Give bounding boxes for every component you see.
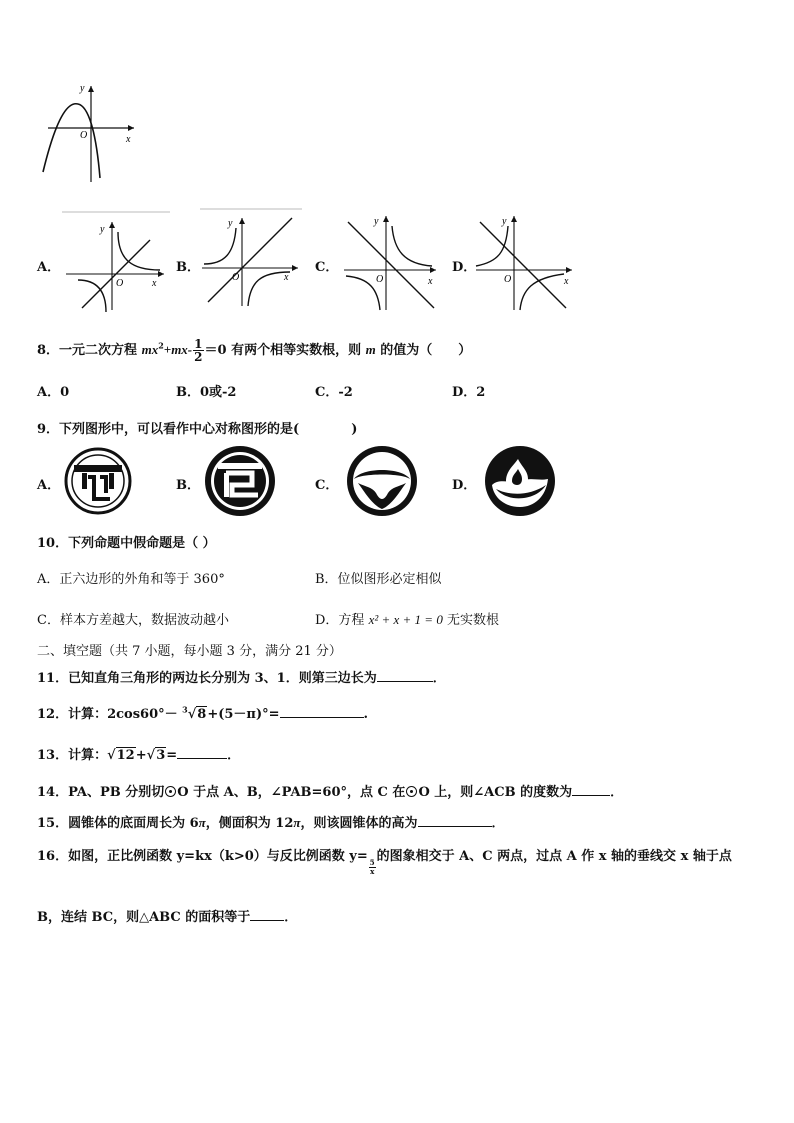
q11: 11．已知直角三角形的两边长分别为 3、1．则第三边长为 ． <box>37 671 446 686</box>
q14: 14．PA、PB 分别切 O 于点 A、B，∠PAB=60°，点 C 在 O 上，则∠ACB 的度数为 ． <box>37 785 624 800</box>
q10-option-d: D．方程 x² + x + 1 = 0 无实数根 <box>315 612 499 628</box>
q9-option-d-label: D． <box>452 478 477 493</box>
q9-option-b-label: B． <box>176 478 200 493</box>
q8-option-c: C．-2 <box>315 385 353 400</box>
q15-answer-blank[interactable] <box>418 814 492 827</box>
origin-label: O <box>80 130 88 141</box>
svg-text:O: O <box>376 274 384 285</box>
q9-logo-d <box>484 445 556 517</box>
svg-text:x: x <box>152 278 157 289</box>
q9-stem: 9．下列图形中，可以看作中心对称图形的是( ) <box>37 422 358 437</box>
svg-text:O: O <box>116 278 124 289</box>
q9-logo-c <box>346 445 418 517</box>
q10-option-c: C．样本方差越大，数据波动越小 <box>37 613 229 628</box>
q14-answer-blank[interactable] <box>572 783 610 796</box>
q7-graph-b <box>198 206 304 310</box>
q8-stem: 8．一元二次方程 $mx^2+mx-$ $\frac{1}{2}$ ＝0 有两个相等实数根，则 m 的值为（ ） <box>37 337 472 364</box>
circle-dot-icon <box>165 786 176 797</box>
q9-logo-b <box>204 445 276 517</box>
svg-text:x: x <box>428 276 433 287</box>
q9-option-c-label: C． <box>315 478 339 493</box>
q12: 12．计算：2cos60°－ $^3$√8+(5－π)°= . <box>37 704 369 722</box>
q13: 13．计算：√12+√3= ． <box>37 748 241 763</box>
q9-logo-a <box>64 447 132 515</box>
q15: 15．圆锥体的底面周长为 6π，侧面积为 12π，则该圆锥体的高为 ． <box>37 815 505 831</box>
q10-option-b: B．位似图形必定相似 <box>315 572 442 587</box>
q12-answer-blank[interactable] <box>280 705 364 718</box>
svg-text:y: y <box>502 216 507 227</box>
section-2-heading: 二、填空题（共 7 小题，每小题 3 分，满分 21 分） <box>37 644 342 659</box>
q13-answer-blank[interactable] <box>177 746 227 759</box>
q11-answer-blank[interactable] <box>377 669 433 682</box>
q7-graph-a <box>60 210 172 314</box>
q16-line-1: 16．如图，正比例函数 y=kx（k>0）与反比例函数 y= $\frac{5}{x}$ 的图象相交于 A、C 两点，过点 A 作 x 轴的垂线交 x 轴于点 <box>37 849 732 876</box>
q7-graph-d <box>472 212 576 312</box>
svg-text:O: O <box>232 272 240 283</box>
q10-option-a: A．正六边形的外角和等于 360° <box>37 572 225 587</box>
q7-option-a-label: A． <box>37 260 61 275</box>
q8-option-d: D．2 <box>452 385 486 400</box>
svg-text:x: x <box>564 276 569 287</box>
q8-fraction: $\frac{1}{2}$ <box>194 337 203 364</box>
svg-text:O: O <box>504 274 512 285</box>
svg-text:x: x <box>284 272 289 283</box>
q16-line-2: B，连结 BC，则△ABC 的面积等于 ． <box>37 910 298 925</box>
parabola-graph <box>40 80 140 185</box>
q8-option-b: B．0或-2 <box>176 385 237 400</box>
q7-option-c-label: C． <box>315 260 339 275</box>
q9-option-a-label: A． <box>37 478 61 493</box>
q7-option-b-label: B． <box>176 260 200 275</box>
q10-stem: 10．下列命题中假命题是（ ） <box>37 536 216 551</box>
q16-answer-blank[interactable] <box>250 908 284 921</box>
circle-dot-icon <box>406 786 417 797</box>
svg-text:y: y <box>228 218 233 229</box>
q7-option-d-label: D． <box>452 260 477 275</box>
x-axis-label: x <box>126 134 131 145</box>
svg-text:y: y <box>374 216 379 227</box>
y-axis-label: y <box>80 83 85 94</box>
q10-equation: x² + x + 1 = 0 <box>368 612 443 627</box>
svg-text:y: y <box>100 224 105 235</box>
q8-option-a: A．0 <box>37 385 70 400</box>
q7-graph-c <box>340 212 440 312</box>
q16-fraction: $\frac{5}{x}$ <box>369 858 375 876</box>
